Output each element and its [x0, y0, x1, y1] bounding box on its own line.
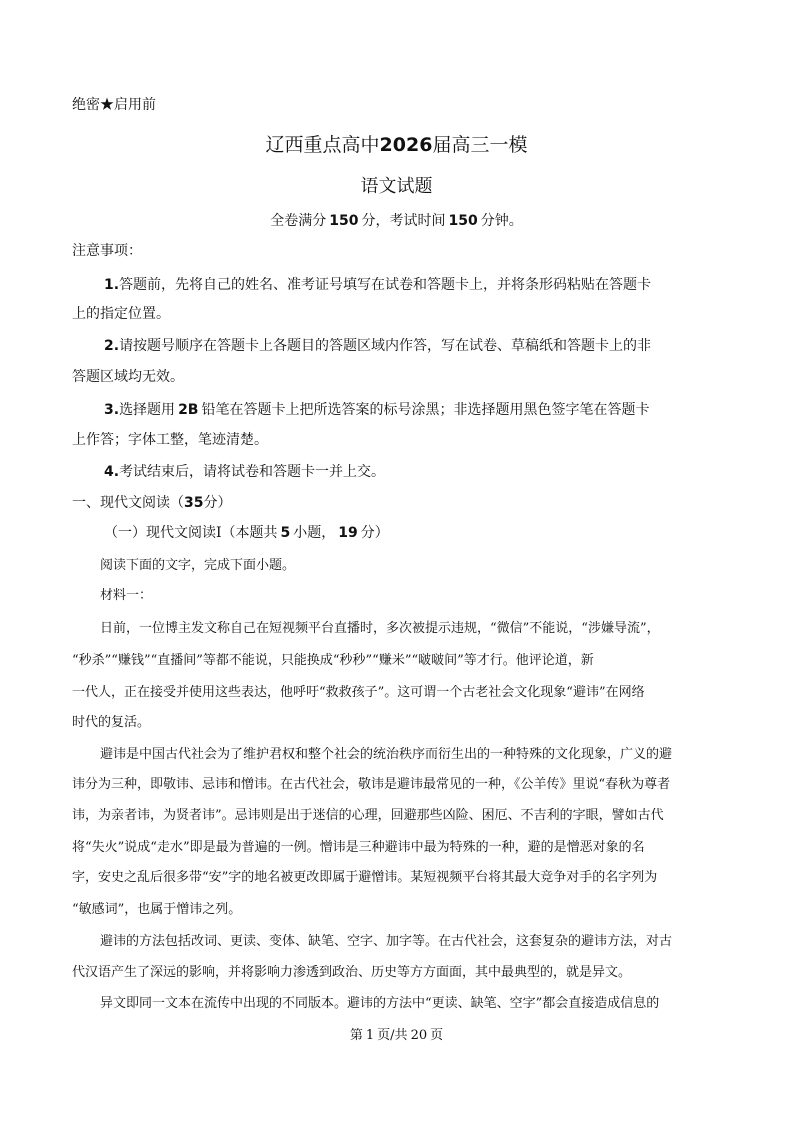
section-heading	[72, 492, 231, 512]
passage-line: 避讳是中国古代社会为了维护君权和整个社会的统治秩序而衍生出的一种特殊的文化现象，广义的避	[100, 747, 673, 762]
passage-line: “敏感词”，也属于憎讳之列。	[72, 902, 242, 917]
notice-item-3-bold: 2B	[178, 402, 199, 418]
section-heading-post: 分）	[203, 495, 232, 511]
score-line	[0, 210, 793, 230]
exam-title	[0, 130, 793, 157]
score-pre: 全卷满分	[270, 213, 327, 229]
notice-item-4-num: 4.	[104, 464, 120, 480]
title-suffix: 届高三一模	[432, 134, 528, 156]
notice-item-3	[104, 399, 649, 419]
subsection-mid: 小题，	[293, 525, 336, 541]
notice-item-3-num: 3.	[104, 402, 120, 418]
subsection-points: 19	[338, 525, 358, 541]
notice-item-1-text: 答题前，先将自己的姓名、准考证号填写在试卷和答题卡上，并将条形码粘贴在答题卡	[119, 277, 652, 293]
footer-total-pages: 20	[410, 1028, 428, 1043]
subsection-heading	[104, 522, 389, 542]
notice-item-2	[104, 335, 651, 355]
footer-post: 页	[430, 1028, 444, 1043]
notice-item-1	[104, 274, 651, 294]
passage-line: 讳分为三种，即敬讳、忌讳和憎讳。在古代社会，敬讳是避讳最常见的一种，《公羊传》里说“春秋为尊者	[72, 777, 671, 792]
notice-item-2-cont: 答题区域均无效。	[72, 369, 184, 385]
footer-pre: 第	[349, 1028, 363, 1043]
score-points: 150	[329, 213, 359, 229]
section-heading-points: 35	[184, 495, 204, 511]
passage-line: “秒杀”“赚钱”“直播间”等都不能说，只能换成“秒秒”“赚米”“啵啵间”等才行。他评论道，新	[72, 653, 594, 668]
exam-subtitle: 语文试题	[360, 176, 433, 197]
title-year: 2026	[379, 134, 433, 156]
footer-mid: 页/共	[377, 1028, 408, 1043]
notice-item-3-text: 铅笔在答题卡上把所选答案的标号涂黑；非选择题用黑色签字笔在答题卡	[201, 402, 650, 418]
score-mid: 分，考试时间	[361, 213, 446, 229]
subsection-post: 分）	[360, 525, 389, 541]
passage-line: 讳，为亲者讳，为贤者讳”。忌讳则是出于迷信的心理，回避那些凶险、困厄、不吉利的字眼，譬如古代	[72, 808, 664, 823]
passage-line: 字，安史之乱后很多带“安”字的地名被更改即属于避憎讳。某短视频平台将其最大竞争对手的名字列为	[72, 870, 658, 885]
notice-item-2-num: 2.	[104, 338, 120, 354]
passage-line: 避讳的方法包括改词、更读、变体、缺笔、空字、加字等。在古代社会，这套复杂的避讳方法，对古	[100, 934, 673, 949]
material-label: 材料一：	[100, 588, 153, 603]
notice-item-1-num: 1.	[104, 277, 120, 293]
score-post: 分钟。	[480, 213, 523, 229]
title-prefix: 辽西重点高中	[265, 134, 380, 156]
notice-item-1-cont: 上的指定位置。	[72, 306, 170, 322]
notice-item-3-pre: 选择题用	[119, 402, 176, 418]
footer-page-number: 1	[365, 1028, 375, 1043]
page-footer	[0, 1024, 793, 1043]
section-heading-pre: 一、现代文阅读（	[72, 495, 184, 511]
passage-line: 异文即同一文本在流传中出现的不同版本。避讳的方法中“更读、缺笔、空字”都会直接造成信息的	[100, 996, 660, 1011]
passage-line: 代汉语产生了深远的影响，并将影响力渗透到政治、历史等方方面面，其中最典型的，就是异文。	[72, 965, 632, 980]
secret-label: 绝密★启用前	[72, 97, 156, 113]
subsection-pre: （一）现代文阅读Ⅰ（本题共	[104, 525, 278, 541]
notice-item-4-text: 考试结束后，请将试卷和答题卡一并上交。	[119, 464, 386, 480]
passage-line: 将“失火”说成“走水”即是最为普遍的一例。憎讳是三种避讳中最为特殊的一种，避的是憎恶对象的名	[72, 840, 645, 855]
notice-item-3-cont: 上作答；字体工整，笔迹清楚。	[72, 432, 268, 448]
passage-line: 日前，一位博主发文称自己在短视频平台直播时，多次被提示违规，“微信”不能说，“涉嫌导流”，	[100, 621, 660, 636]
passage-line: 时代的复活。	[72, 715, 151, 730]
subsection-count: 5	[280, 525, 291, 541]
passage-line: 一代人，正在接受并使用这些表达，他呼吁“救救孩子”。这可谓一个古老社会文化现象“避讳”在网络	[72, 685, 645, 700]
notice-item-4	[104, 461, 385, 481]
notice-heading: 注意事项：	[72, 243, 142, 259]
instruction-text: 阅读下面的文字，完成下面小题。	[100, 558, 296, 573]
notice-item-2-text: 请按题号顺序在答题卡上各题目的答题区域内作答，写在试卷、草稿纸和答题卡上的非	[119, 338, 652, 354]
score-minutes: 150	[448, 213, 478, 229]
